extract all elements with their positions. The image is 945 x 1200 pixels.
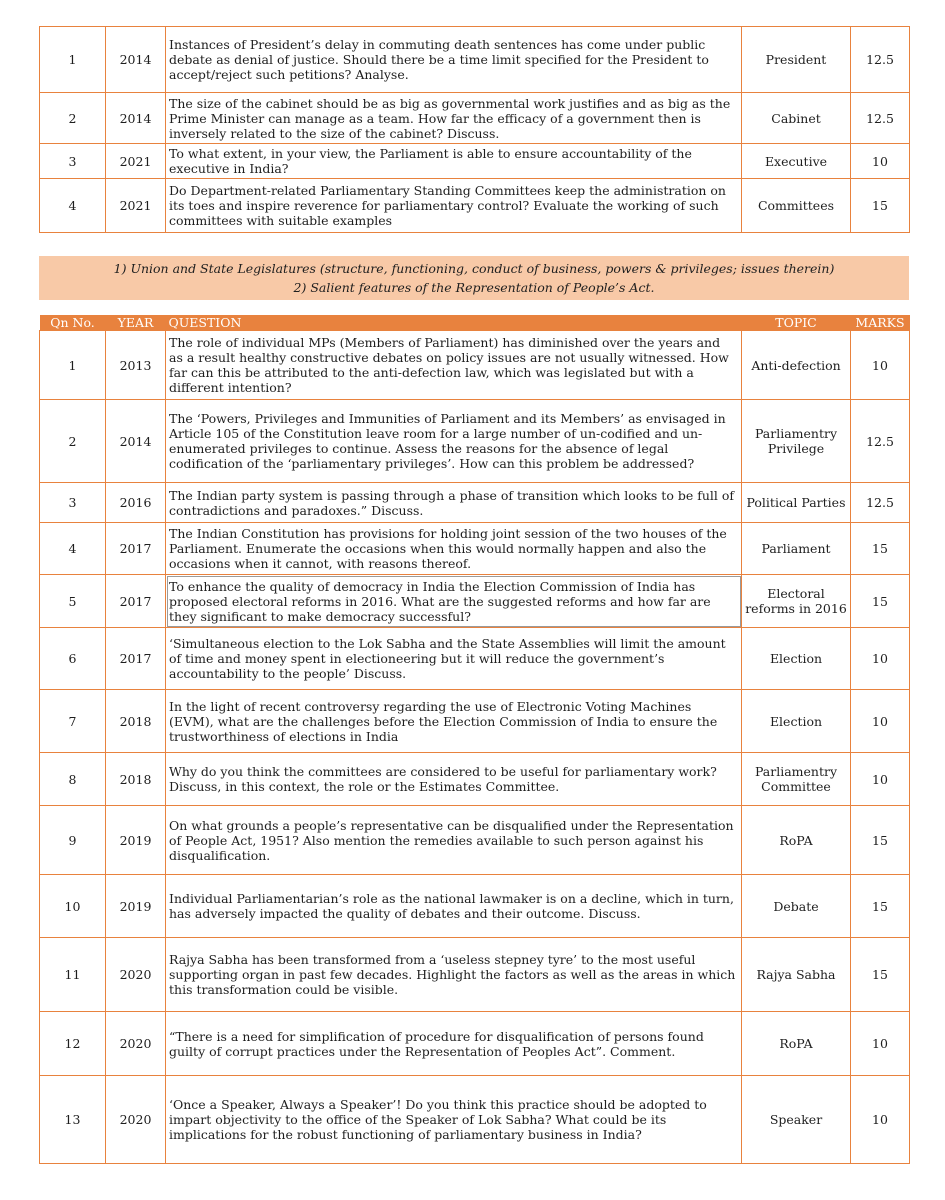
question-marks: 10 <box>851 1076 910 1164</box>
question-topic: Debate <box>742 875 851 938</box>
question-text: The size of the cabinet should be as big as governmental work justifies and as big as the Prime Minister can manage as a team. How far the efficacy of a government then is inversely related to the size of the cabinet? Discuss. <box>166 93 742 144</box>
question-marks: 10 <box>851 753 910 806</box>
question-topic: Anti-defection <box>742 331 851 400</box>
question-text: The ‘Powers, Privileges and Immunities of Parliament and its Members’ as envisaged in Article 105 of the Constitution leave room for a large number of un-codified and un-enumerated privileges to continue. Assess the reasons for the absence of legal codification of the ‘parliamentary privileges’. How can this problem be addressed? <box>166 400 742 483</box>
question-text: Individual Parliamentarian’s role as the national lawmaker is on a decline, which in turn, has adversely impacted the quality of debates and their outcome. Discuss. <box>166 875 742 938</box>
question-topic: Parliamentry Committee <box>742 753 851 806</box>
question-year: 2021 <box>106 144 166 179</box>
question-year: 2020 <box>106 1012 166 1076</box>
table-row <box>40 400 910 483</box>
table-row <box>40 575 910 628</box>
question-year: 2019 <box>106 875 166 938</box>
question-marks: 10 <box>851 1012 910 1076</box>
table-row <box>40 523 910 575</box>
question-year: 2014 <box>106 400 166 483</box>
table-row <box>40 483 910 523</box>
question-number: 5 <box>40 575 106 628</box>
table-row <box>40 93 910 144</box>
question-year: 2019 <box>106 806 166 875</box>
question-topic: Electoral reforms in 2016 <box>742 575 851 628</box>
header-qn-no: Qn No. <box>40 315 106 331</box>
question-text: ‘Simultaneous election to the Lok Sabha and the State Assemblies will limit the amount of time and money spent in electioneering but it will reduce the government’s accountability to the people’ Discuss. <box>166 628 742 690</box>
question-year: 2017 <box>106 575 166 628</box>
question-text: To enhance the quality of democracy in India the Election Commission of India has proposed electoral reforms in 2016. What are the suggested reforms and how far are they significant to make democracy successful? <box>166 575 742 628</box>
question-topic: Executive <box>742 144 851 179</box>
header-topic: TOPIC <box>742 315 851 331</box>
question-number: 4 <box>40 523 106 575</box>
question-number: 6 <box>40 628 106 690</box>
table-row <box>40 144 910 179</box>
question-text: In the light of recent controversy regarding the use of Electronic Voting Machines (EVM), what are the challenges before the Election Commission of India to ensure the trustworthiness of elections in India <box>166 690 742 753</box>
question-number: 8 <box>40 753 106 806</box>
table-row <box>40 690 910 753</box>
table-row <box>40 1076 910 1164</box>
question-year: 2013 <box>106 331 166 400</box>
question-topic: Rajya Sabha <box>742 938 851 1012</box>
question-text: “There is a need for simplification of procedure for disqualification of persons found guilty of corrupt practices under the Representation of Peoples Act”. Comment. <box>166 1012 742 1076</box>
table-row <box>40 1012 910 1076</box>
question-text: Do Department-related Parliamentary Standing Committees keep the administration on its toes and inspire reverence for parliamentary control? Evaluate the working of such committees with suitable examples <box>166 179 742 233</box>
question-marks: 10 <box>851 628 910 690</box>
question-number: 2 <box>40 400 106 483</box>
question-text: ‘Once a Speaker, Always a Speaker’! Do you think this practice should be adopted to impart objectivity to the office of the Speaker of Lok Sabha? What could be its implications for the robust functioning of parliamentary business in India? <box>166 1076 742 1164</box>
question-marks: 15 <box>851 938 910 1012</box>
question-topic: Election <box>742 628 851 690</box>
syllabus-line-1: 1) Union and State Legislatures (structure, functioning, conduct of business, powers & privileges; issues therein) <box>113 261 835 276</box>
question-topic: Election <box>742 690 851 753</box>
question-number: 2 <box>40 93 106 144</box>
question-topic: President <box>742 27 851 93</box>
table-row <box>40 753 910 806</box>
questions-table-executive <box>39 26 910 233</box>
table-row <box>40 331 910 400</box>
question-year: 2017 <box>106 523 166 575</box>
question-marks: 15 <box>851 806 910 875</box>
question-number: 3 <box>40 483 106 523</box>
question-marks: 15 <box>851 575 910 628</box>
question-marks: 15 <box>851 179 910 233</box>
question-year: 2016 <box>106 483 166 523</box>
question-topic: Cabinet <box>742 93 851 144</box>
question-number: 7 <box>40 690 106 753</box>
question-marks: 10 <box>851 144 910 179</box>
question-text: The Indian party system is passing through a phase of transition which looks to be full of contradictions and paradoxes.” Discuss. <box>166 483 742 523</box>
question-topic: Parliament <box>742 523 851 575</box>
question-number: 1 <box>40 27 106 93</box>
question-marks: 15 <box>851 875 910 938</box>
question-number: 13 <box>40 1076 106 1164</box>
question-text: Why do you think the committees are considered to be useful for parliamentary work? Discuss, in this context, the role or the Estimates Committee. <box>166 753 742 806</box>
question-marks: 12.5 <box>851 400 910 483</box>
question-marks: 10 <box>851 331 910 400</box>
table-row <box>40 27 910 93</box>
question-year: 2020 <box>106 938 166 1012</box>
syllabus-line-2: 2) Salient features of the Representation of People’s Act. <box>293 280 655 295</box>
question-number: 1 <box>40 331 106 400</box>
question-year: 2020 <box>106 1076 166 1164</box>
question-topic: Political Parties <box>742 483 851 523</box>
question-number: 12 <box>40 1012 106 1076</box>
question-topic: RoPA <box>742 1012 851 1076</box>
question-text: To what extent, in your view, the Parliament is able to ensure accountability of the executive in India? <box>166 144 742 179</box>
question-number: 4 <box>40 179 106 233</box>
question-number: 9 <box>40 806 106 875</box>
question-topic: Committees <box>742 179 851 233</box>
question-text: Instances of President’s delay in commuting death sentences has come under public debate as denial of justice. Should there be a time limit specified for the President to accept/reject such petitions? Analyse. <box>166 27 742 93</box>
question-year: 2021 <box>106 179 166 233</box>
header-marks: MARKS <box>851 315 910 331</box>
question-marks: 12.5 <box>851 483 910 523</box>
question-year: 2017 <box>106 628 166 690</box>
table-header-row <box>40 315 910 331</box>
question-text: The Indian Constitution has provisions for holding joint session of the two houses of the Parliament. Enumerate the occasions when this would normally happen and also the occasions when it cannot, with reasons thereof. <box>166 523 742 575</box>
table-row <box>40 938 910 1012</box>
question-number: 3 <box>40 144 106 179</box>
question-number: 10 <box>40 875 106 938</box>
question-number: 11 <box>40 938 106 1012</box>
question-topic: Speaker <box>742 1076 851 1164</box>
question-topic: Parliamentry Privilege <box>742 400 851 483</box>
question-marks: 12.5 <box>851 27 910 93</box>
syllabus-banner <box>39 256 909 300</box>
header-year: YEAR <box>106 315 166 331</box>
question-marks: 15 <box>851 523 910 575</box>
question-text: Rajya Sabha has been transformed from a ‘useless stepney tyre’ to the most useful supporting organ in past few decades. Highlight the factors as well as the areas in which this transformation could be visible. <box>166 938 742 1012</box>
table-row <box>40 806 910 875</box>
question-marks: 10 <box>851 690 910 753</box>
question-topic: RoPA <box>742 806 851 875</box>
header-question: QUESTION <box>166 315 742 331</box>
table-row <box>40 875 910 938</box>
questions-table-legislatures <box>39 315 910 1164</box>
question-year: 2018 <box>106 690 166 753</box>
question-text: On what grounds a people’s representative can be disqualified under the Representation of People Act, 1951? Also mention the remedies available to such person against his disqualification. <box>166 806 742 875</box>
question-year: 2014 <box>106 93 166 144</box>
question-year: 2014 <box>106 27 166 93</box>
question-marks: 12.5 <box>851 93 910 144</box>
question-year: 2018 <box>106 753 166 806</box>
table-row <box>40 179 910 233</box>
question-text: The role of individual MPs (Members of Parliament) has diminished over the years and as a result healthy constructive debates on policy issues are not usually witnessed. How far can this be attributed to the anti-defection law, which was legislated but with a different intention? <box>166 331 742 400</box>
table-row <box>40 628 910 690</box>
